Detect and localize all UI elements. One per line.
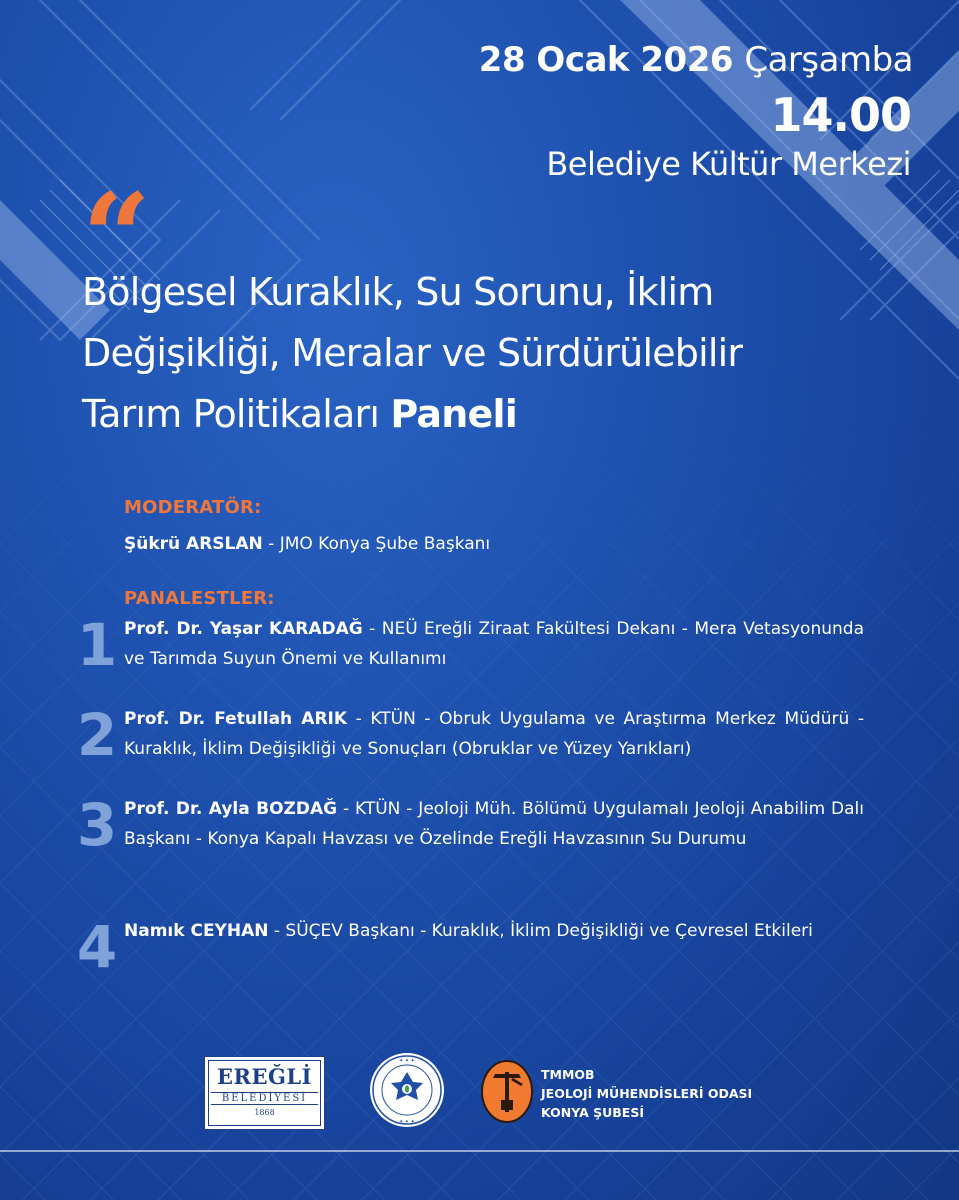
panelists-heading: PANALESTLER: — [124, 588, 275, 609]
panelist-number: 2 — [76, 701, 118, 769]
panelist-number: 1 — [76, 611, 118, 679]
svg-text:✦ ✦ ✦: ✦ ✦ ✦ — [399, 1119, 415, 1125]
panelist-name: Prof. Dr. Yaşar KARADAĞ — [124, 619, 363, 639]
eregli-logo-line-1: EREĞLİ — [217, 1064, 312, 1089]
moderator-entry — [124, 534, 490, 554]
panelist-name: Prof. Dr. Fetullah ARIK — [124, 709, 348, 729]
panelist-text — [124, 794, 864, 854]
panelist-number: 4 — [76, 913, 118, 981]
panelist-name: Namık CEYHAN — [124, 921, 269, 941]
event-time: 14.00 — [770, 88, 911, 142]
neu-ziraat-fakultesi-logo — [369, 1052, 445, 1128]
panelist-description: - KTÜN - Jeoloji Müh. Bölümü Uygulamalı Jeoloji Anabilim Dalı Başkanı - Konya Kapalı Havzası ve Özelinde Ereğli Havzasının Su Durumu — [124, 799, 864, 849]
panelist-text — [124, 704, 864, 764]
panelist-description: - KTÜN - Obruk Uygulama ve Araştırma Merkez Müdürü - Kuraklık, İklim Değişikliği ve Sonuçları (Obruklar ve Yüzey Yarıkları) — [124, 709, 864, 759]
panel-title-line-2: Değişikliği, Meralar ve Sürdürülebilir — [82, 331, 743, 375]
panelist-name: Prof. Dr. Ayla BOZDAĞ — [124, 799, 338, 819]
panelist-number: 3 — [76, 791, 118, 859]
bottom-divider — [0, 1150, 959, 1152]
moderator-heading: MODERATÖR: — [124, 497, 262, 518]
event-venue: Belediye Kültür Merkezi — [546, 145, 911, 183]
panelist-text — [124, 614, 864, 674]
sponsor-logos — [0, 1050, 959, 1140]
moderator-name: Şükrü ARSLAN — [124, 534, 263, 554]
jmo-logo-line-1: TMMOB — [541, 1067, 595, 1082]
event-date — [479, 40, 913, 80]
jmo-logo-text — [541, 1065, 752, 1122]
eregli-belediyesi-logo — [204, 1056, 325, 1130]
panel-title-line-3-bold: Paneli — [390, 392, 517, 436]
panel-title-line-1: Bölgesel Kuraklık, Su Sorunu, İklim — [82, 270, 714, 314]
event-weekday: Çarşamba — [744, 40, 913, 80]
jmo-logo-line-3: KONYA ŞUBESİ — [541, 1105, 644, 1120]
panel-title — [82, 262, 882, 445]
panelist-description: - NEÜ Ereğli Ziraat Fakültesi Dekanı - Mera Vetasyonunda ve Tarımda Suyun Önemi ve Kullanımı — [124, 619, 864, 669]
panel-title-line-3 — [82, 384, 882, 445]
eregli-logo-line-3: 1868 — [254, 1108, 275, 1117]
event-date-day: 28 Ocak 2026 — [478, 40, 734, 80]
eregli-logo-line-2: BELEDİYESİ — [211, 1092, 318, 1105]
moderator-description: - JMO Konya Şube Başkanı — [262, 534, 491, 554]
panelist-text — [124, 916, 864, 946]
jmo-emblem-logo — [481, 1060, 533, 1123]
jmo-logo-line-2: JEOLOJİ MÜHENDİSLERİ ODASI — [541, 1086, 753, 1101]
panelist-description: - SÜÇEV Başkanı - Kuraklık, İklim Değişikliği ve Çevresel Etkileri — [268, 921, 813, 941]
svg-text:✦ ✦ ✦: ✦ ✦ ✦ — [399, 1058, 415, 1064]
quote-mark-icon: “ — [82, 167, 152, 308]
panel-title-line-3-regular: Tarım Politikaları — [82, 392, 380, 436]
